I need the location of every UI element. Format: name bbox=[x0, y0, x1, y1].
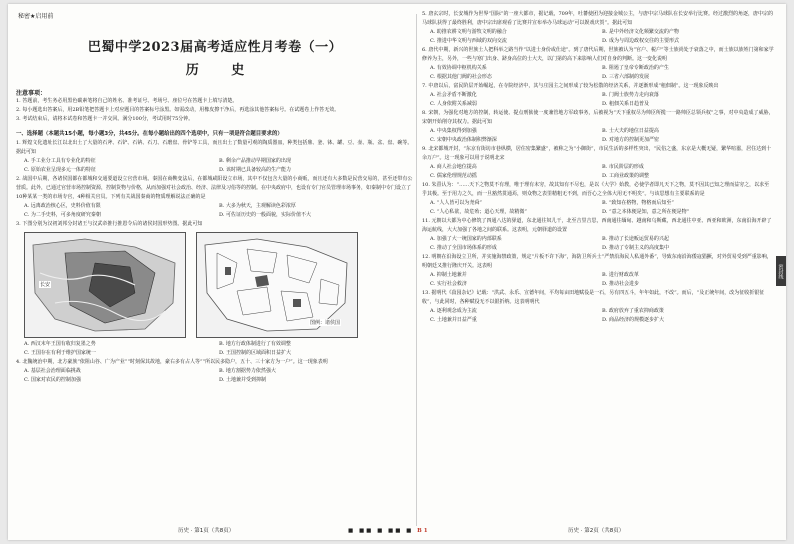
option: B. “致知在格物，物格而后知至” bbox=[602, 200, 674, 206]
option: B. 剩余产品推动早期国家的出现 bbox=[219, 158, 291, 164]
question-options bbox=[422, 307, 774, 325]
section-heading: 一、选择题（本题共15小题，每小题3分，共45分。在每小题给出的四个选项中，只有一项是符合题目要求的） bbox=[16, 131, 283, 137]
option: C. 原始农业呈现多元一体的特征 bbox=[24, 167, 96, 173]
option: D. 该时期已具备较高的生产能力 bbox=[219, 167, 292, 173]
option: A. 商人社会地位提高 bbox=[430, 164, 477, 170]
page-footer-left: 历史 · 第1页（共8页） bbox=[178, 528, 235, 534]
question-stem: 10. 朱熹认为：“……天下之物莫不有理，唯于理有未穷，故其知有不尽也，是以《大学》始教，必使学者即凡天下之物，莫不因其已知之理而益穷之，以求至乎其极。至于用力之久，而一旦豁然贯通焉，则众物之表里精粗无不到，而吾心之全体大用无不明矣”。与该思想有主要联系的是 bbox=[422, 182, 770, 197]
question-stem: 6. 唐代中期，新兴的世族士人把科举之路当作“以进士身份或仕途”。到了唐代后期，世族被认为“官户、税户”等士族尚处于衰落之中，而士族以族姓门第和家学修养为主，另外，一些与寒门出身、跻身高位的士大夫，以门第的高下来影响人们对自身的判断。这一变化说明 bbox=[422, 47, 774, 62]
option: D. “意之本体便是知，意之所在便是物” bbox=[602, 209, 690, 215]
registration-marks bbox=[348, 528, 430, 534]
option: C. 为二手史料，可多角度研究秦朝 bbox=[24, 212, 101, 218]
option: B. 大多为秋天，主观解读色彩浓厚 bbox=[219, 203, 296, 209]
option: C. 土地兼并日益严重 bbox=[430, 317, 477, 323]
question-stem: 1. 辉煌文化遗址长江以北出土了大量的石斧、石铲、石锛、石刀、石磨盘、骨铲等工具，而且出土了数量可观的陶质器皿，种类包括鼎、釜、钵、罐、豆、壶、瓶、盆、盘、碗等。据此可知 bbox=[16, 140, 413, 155]
question-options bbox=[422, 91, 774, 109]
map-legend: 图例：诸侯国 bbox=[310, 320, 341, 326]
note-item: 2. 每小题选出答案后，用2B铅笔把答题卡上对应题目的答案标号涂黑。如需改动，用橡皮擦干净后，再选涂其他答案标号。在试题卷上作答无效。 bbox=[16, 107, 340, 113]
option: D. 工商业政策的调整 bbox=[602, 173, 650, 179]
left-column bbox=[16, 10, 414, 530]
option: D. 推动了专制主义的高度集中 bbox=[602, 245, 670, 251]
option: B. 地方行政体制进行了有效调整 bbox=[219, 341, 291, 347]
option: C. 人身依附关系减弱 bbox=[430, 101, 477, 107]
question-options bbox=[422, 163, 774, 181]
note-item: 3. 考试结束后，请将本试卷和答题卡一并交回。满分100分，考试用时75分钟。 bbox=[16, 116, 194, 122]
option: D. 王国控制的区域面积日益扩大 bbox=[219, 350, 292, 356]
option: C. 根据其他门阀的社会形态 bbox=[430, 74, 492, 80]
option: A. 社会矛盾不断激化 bbox=[430, 92, 477, 98]
maps-figure bbox=[24, 232, 414, 338]
option: A. “人人皆可以为尧舜” bbox=[430, 200, 482, 206]
option: D. 三省六部制的发展 bbox=[602, 74, 650, 80]
option: D. 可佐证历史的一般面貌，实际价值不大 bbox=[219, 212, 312, 218]
option: B. 门阀士族势力走向衰落 bbox=[602, 92, 659, 98]
question-options bbox=[422, 64, 774, 82]
option: C. 王国存在有利于维护国家统一 bbox=[24, 350, 96, 356]
option: A. 西汉末年王国有收归复墨之势 bbox=[24, 341, 96, 347]
option: C. 实行社会救济 bbox=[430, 281, 467, 287]
option: D. 土地兼并受到抑制 bbox=[219, 377, 267, 383]
question-stem: 5. 唐玄宗时，长安城作为世界“国际”的一座大都市，据记载，709年，吐蕃使团为迎接金城公主，与唐中宗马球队在长安举行比赛。经过激烈的角逐，唐中宗的马球队获得了最终胜利，唐中宗出席观看了比赛并宣布举办马球运动“可以娱戏庆贺”。据此可知 bbox=[422, 11, 774, 26]
option: A. 中央集权得到加强 bbox=[430, 128, 477, 134]
question-options bbox=[422, 271, 774, 289]
option: A. 逐利观念成为主流 bbox=[430, 308, 477, 314]
question-options bbox=[16, 367, 414, 385]
map-label-city: 长安 bbox=[40, 282, 51, 288]
option: D. 商品经济的规模逐步扩大 bbox=[602, 317, 665, 323]
exam-subject: 历 史 bbox=[185, 63, 259, 78]
option: A. 远离政治核心区，史料价值有限 bbox=[24, 203, 101, 209]
option: D. 推动社会进步 bbox=[602, 281, 640, 287]
question-stem: 8. 宋朝，为强化对地方的控制，转运使、提点刑狱使一度兼管地方军政事务，后被视为“天下重权尽为帅臣所揽一一路帅臣总领兵权”之事，对中央造成了威胁，宋朝开始削夺其权力。据此可知 bbox=[422, 110, 774, 125]
option: D. 对地方的控制更加严密 bbox=[602, 137, 660, 143]
note-item: 1. 答题前，考生务必用黑色碳素笔将自己的姓名、准考证号、考场号、座位号在答题卡上填写清楚。 bbox=[16, 98, 238, 104]
question-options bbox=[422, 28, 774, 46]
option: C. 国家对农民的控制加强 bbox=[24, 377, 81, 383]
exam-sheet bbox=[8, 4, 786, 540]
option: B. 进行财政改革 bbox=[602, 272, 639, 278]
option: C. 推动了全国市场体系的形成 bbox=[430, 245, 497, 251]
version-mark: B1 bbox=[417, 528, 430, 534]
option: B. 地方割据势力依然强大 bbox=[219, 368, 276, 374]
question-stem: 4. 北魏统治中期，北方豪族“依阻山谷、广为产业”“时刻保其故地，豪右多有占人等”“所以民多隐户，五十、三十家方为一户”。这一现象表明 bbox=[16, 359, 328, 365]
question-options bbox=[16, 340, 414, 358]
option: B. 士大夫的地位日益提高 bbox=[602, 128, 659, 134]
option: D. 成为与周边政权交往的主要形式 bbox=[602, 38, 680, 44]
option: B. 政府放弃了重农抑商政策 bbox=[602, 308, 664, 314]
binding-tab: 密封线 bbox=[776, 256, 786, 286]
option: A. 基层社会治理面临挑战 bbox=[24, 368, 81, 374]
question-options bbox=[16, 202, 414, 220]
mark-blocks: ■ ■■ ■ ■■ ■ bbox=[348, 528, 414, 534]
option: B. 阻遏了皇帝专断政治的产生 bbox=[602, 65, 669, 71]
option: C. 儒家伦理规范动摇 bbox=[430, 173, 477, 179]
secret-label: 秘密★启用前 bbox=[18, 13, 54, 20]
question-stem: 11. 元朝以大都为中心修筑了四通八达的驿道，东北通往奴儿干，北至吉里吉思，西南通往缅甸、越南和乌斯藏，西北通往中亚、西亚和欧洲，东南沿海开辟了海运航线，大大加强了各地之间的联系。这表明，元朝驿道的设置 bbox=[422, 218, 772, 233]
question-stem: 12. 明朝在沿海设立卫所，并实施海禁政策，规定“片板不许下海”，海防卫所兵士“严禁沿海民人私通外番”，导致东南沿海倭寇猖獗，对外贸易受到严重影响，明朝廷又推行隆庆开关。这表明 bbox=[422, 254, 772, 269]
question-options bbox=[422, 199, 774, 217]
question-options bbox=[422, 235, 774, 253]
question-stem: 9. 北宋都城开封，“东京有街坊市巷纵横，居住密集繁盛”，被称之为“小御街”，市民生活的多样性突出，“民俗之盛，东京是大概无疑，繁华喧嚣，居住达到十余万户”。这一现象可以用于说明北宋 bbox=[422, 146, 772, 161]
question-options bbox=[422, 127, 774, 145]
option: A. 抑制土地兼并 bbox=[430, 272, 467, 278]
notes-heading: 注意事项： bbox=[16, 90, 47, 97]
question-stem: 2. 战国中后期，各诸侯国都在都城和交通要道设立官营市场。秦国在商鞅变法后，在都城咸阳设立市场，其中不仅包含大量的小商贩，而且还有大多数是民营交易的，甚至还带有公营质。此外，已通过官营市场控制资源，控制货物与价格，从而加强对社会政治、经济、法律及习俗等的控制。在中央政府中，也设有专门官员管理市场事务，如秦制中专门设立了10种某某一类的市场专官，4种相关官员。下列有关战国秦商的物质理解说法正确的是 bbox=[16, 176, 413, 200]
question-options bbox=[16, 157, 414, 175]
option: A. 加强了大一统国家的内部联系 bbox=[430, 236, 502, 242]
exam-title: 巴蜀中学2023届高考适应性月考卷（一） bbox=[87, 40, 343, 55]
question-stem: 7. 中唐以后，富民阶层开始崛起，在寺院经济中，其与庄园主之间形成了较为松散的经济关系，并逐渐形成“租佃制”。这一现象反映出 bbox=[422, 83, 719, 89]
option: C. “人心私欲，故危殆；道心天理，故精微” bbox=[430, 209, 527, 215]
option: A. 有效协调中枢机构关系 bbox=[430, 65, 487, 71]
map-left bbox=[24, 232, 186, 338]
option: B. 市民阶层的形成 bbox=[602, 164, 644, 170]
option: A. 手工业分工具有专业化的特征 bbox=[24, 158, 96, 164]
option: B. 推动了长途贩运贸易的兴起 bbox=[602, 236, 669, 242]
option: A. 助推农耕文明与游牧文明的融合 bbox=[430, 29, 507, 35]
page-footer-right: 历史 · 第2页（共8页） bbox=[568, 528, 625, 534]
question-stem: 3. 下图分别为汉初刘邦分封诸王与汉武帝推行推恩令后的诸侯封国形势图。据此可知 bbox=[16, 221, 203, 227]
right-column bbox=[422, 10, 774, 530]
map-right bbox=[196, 232, 358, 338]
question-stem: 13. 据明代《菽园杂记》记载：“洪武、永乐、宣德年间，平均每亩田地赋役是一石，另有四五斗，年年如此，不改”。而后，“及正统年间，改为征收折银征收”，与此同时，各种赋役无不以银折纳。这表明明代 bbox=[422, 290, 765, 305]
option: B. 是中外经济文化频繁交流的产物 bbox=[602, 29, 679, 35]
option: D. 租佃关系日趋普及 bbox=[602, 101, 650, 107]
option: C. 宋朝中央政治体制积弊渐深 bbox=[430, 137, 497, 143]
option: C. 推进中华文明与西域的双向交流 bbox=[430, 38, 507, 44]
column-divider bbox=[416, 14, 417, 526]
